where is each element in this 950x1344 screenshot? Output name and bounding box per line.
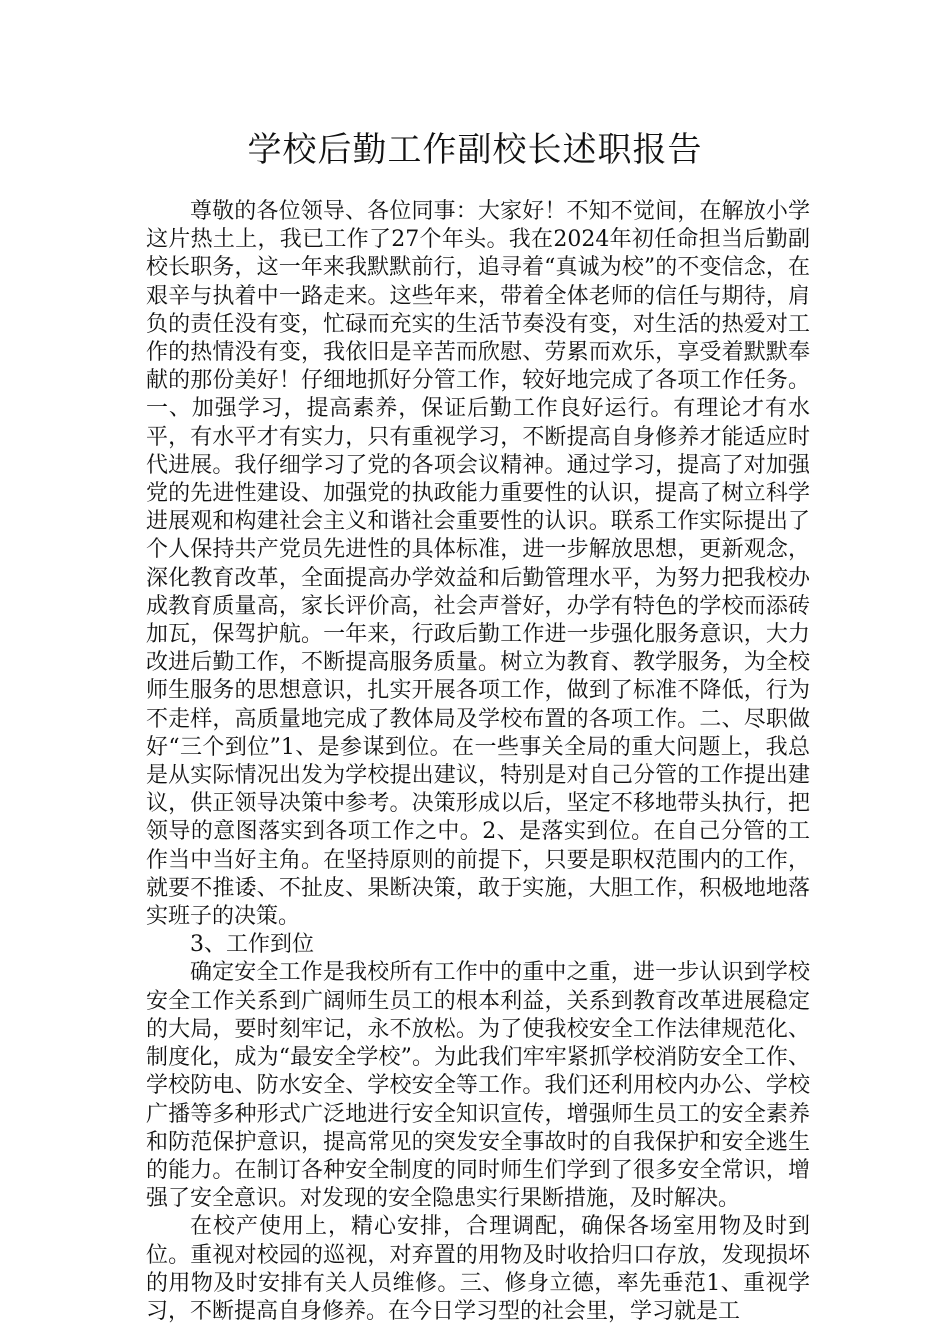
paragraph-school-property: 在校产使用上，精心安排，合理调配，确保各场室用物及时到位。重视对校园的巡视，对弃置的用物及时收拾归口存放，发现损坏的用物及时安排有关人员维修。三、修身立德，率先垂范1、重视学习，不断提高自身修养。在今日学习型的社会里，学习就是工 [146,1214,810,1324]
paragraph-intro: 尊敬的各位领导、各位同事：大家好！不知不觉间，在解放小学这片热土上，我已工作了27个年头。我在2024年初任命担当后勤副校长职务，这一年来我默默前行，追寻着“真诚为校”的不变信念，在艰辛与执着中一路走来。这些年来，带着全体老师的信任与期待，肩负的责任没有变，忙碌而充实的生活节奏没有变，对生活的热爱对工作的热情没有变，我依旧是辛苦而欣慰、劳累而欢乐，享受着默默奉献的那份美好！仔细地抓好分管工作，较好地完成了各项工作任务。一、加强学习，提高素养，保证后勤工作良好运行。有理论才有水平，有水平才有实力，只有重视学习，不断提高自身修养才能适应时代进展。我仔细学习了党的各项会议精神。通过学习，提高了对加强党的先进性建设、加强党的执政能力重要性的认识，提高了树立科学进展观和构建社会主义和谐社会重要性的认识。联系工作实际提出了个人保持共产党员先进性的具体标准，进一步解放思想，更新观念，深化教育改革，全面提高办学效益和后勤管理水平，为努力把我校办成教育质量高，家长评价高，社会声誉好，办学有特色的学校而添砖加瓦，保驾护航。一年来，行政后勤工作进一步强化服务意识，大力改进后勤工作，不断提高服务质量。树立为教育、教学服务，为全校师生服务的思想意识，扎实开展各项工作，做到了标准不降低，行为不走样，高质量地完成了教体局及学校布置的各项工作。二、尽职做好“三个到位”1、是参谋到位。在一些事关全局的重大问题上，我总是从实际情况出发为学校提出建议，特别是对自己分管的工作提出建议，供正领导决策中参考。决策形成以后，坚定不移地带头执行，把领导的意图落实到各项工作之中。2、是落实到位。在自己分管的工作当中当好主角。在坚持原则的前提下，只要是职权范围内的工作，就要不推诿、不扯皮、果断决策，敢于实施，大胆工作，积极地地落实班子的决策。 [146,199,810,930]
paragraph-safety: 确定安全工作是我校所有工作中的重中之重，进一步认识到学校安全工作关系到广阔师生员工的根本利益，关系到教育改革进展稳定的大局，要时刻牢记，永不放松。为了使我校安全工作法律规范化、制度化，成为“最安全学校”。为此我们牢牢紧抓学校消防安全工作、学校防电、防水安全、学校安全等工作。我们还利用校内办公、学校广播等多种形式广泛地进行安全知识宣传，增强师生员工的安全素养和防范保护意识，提高常见的突发安全事故时的自我保护和安全逃生的能力。在制订各种安全制度的同时师生们学到了很多安全常识，增强了安全意识。对发现的安全隐患实行果断措施，及时解决。 [146,960,810,1212]
document-body [146,198,810,1326]
document-title: 学校后勤工作副校长述职报告 [247,130,703,170]
paragraph-heading-work-in-place: 3、工作到位 [190,932,314,958]
